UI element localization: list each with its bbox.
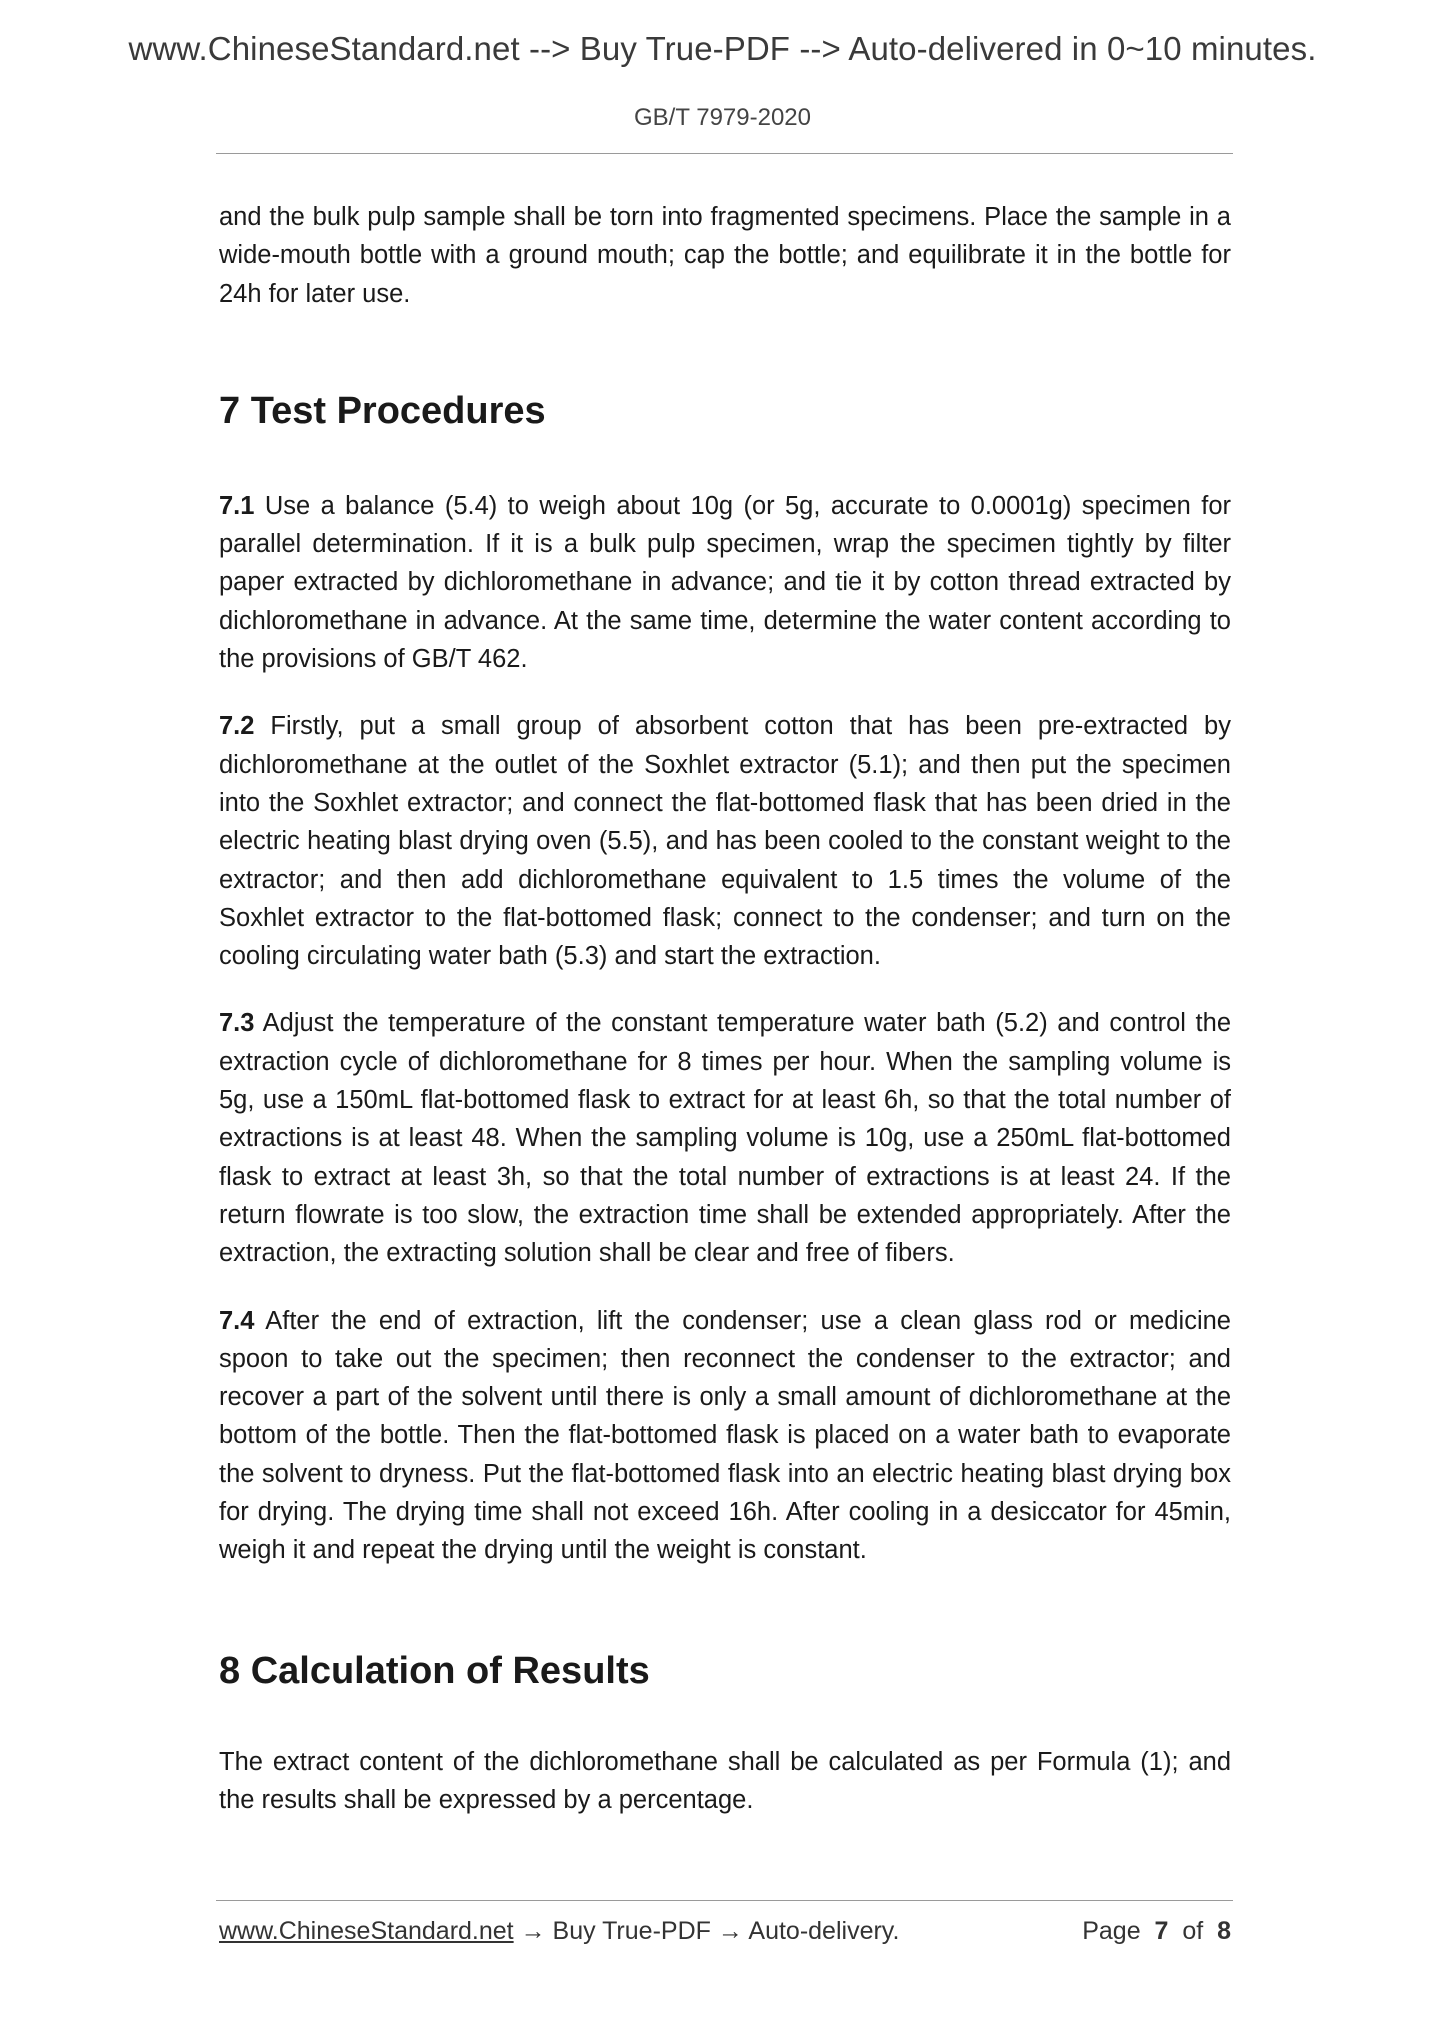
page-content — [219, 198, 1231, 1819]
clause-number: 7.4 — [219, 1306, 255, 1335]
clause-number: 7.2 — [219, 712, 255, 741]
clause-number: 7.1 — [219, 491, 255, 520]
clause-text: Use a balance (5.4) to weigh about 10g (or 5g, accurate to 0.0001g) specimen for parallel determination. If it is a bulk pulp specimen, wrap the specimen tightly by filter paper extracted by dichloromethane in advance; and tie it by cotton thread extracted by dichloromethane in advance. At the same time, determine the water content according to the provisions of GB/T 462. — [219, 491, 1231, 674]
clause-7-2 — [219, 707, 1231, 975]
clause-text: After the end of extraction, lift the condenser; use a clean glass rod or medicine spoon to take out the specimen; then reconnect the condenser to the extractor; and recover a part of the solvent until there is only a small amount of dichloromethane at the bottom of the bottle. Then the flat-bottomed flask is placed on a water bath to evaporate the solvent to dryness. Put the flat-bottomed flask into an electric heating blast drying box for drying. The drying time shall not exceed 16h. After cooling in a desiccator for 45min, weigh it and repeat the drying until the weight is constant. — [219, 1306, 1231, 1565]
clause-7-1 — [219, 487, 1231, 678]
clause-7-3 — [219, 1004, 1231, 1272]
page-total: 8 — [1217, 1917, 1231, 1945]
header-divider — [216, 153, 1233, 154]
page-current: 7 — [1154, 1917, 1169, 1945]
intro-paragraph: and the bulk pulp sample shall be torn into fragmented specimens. Place the sample in a wide-mouth bottle with a ground mouth; cap the bottle; and equilibrate it in the bottle for 24h for later use. — [219, 203, 1231, 308]
section-8-paragraph: The extract content of the dichloromethane shall be calculated as per Formula (1); and the results shall be expressed by a percentage. — [219, 1747, 1231, 1814]
footer-site-link[interactable]: www.ChineseStandard.net — [219, 1917, 514, 1945]
footer-promo-text: → Buy True-PDF → Auto-delivery. — [513, 1917, 900, 1945]
page-of: of — [1182, 1917, 1204, 1945]
top-banner: www.ChineseStandard.net --> Buy True-PDF --> Auto-delivered in 0~10 minutes. — [128, 30, 1317, 67]
standard-code: GB/T 7979-2020 — [633, 104, 811, 131]
clause-text: Adjust the temperature of the constant temperature water bath (5.2) and control the extraction cycle of dichloromethane for 8 times per hour. When the sampling volume is 5g, use a 150mL flat-bottomed flask to extract for at least 6h, so that the total number of extractions is at least 48. When the sampling volume is 10g, use a 250mL flat-bottomed flask to extract at least 3h, so that the total number of extractions is at least 24. If the return flowrate is too slow, the extraction time shall be extended appropriately. After the extraction, the extracting solution shall be clear and free of fibers. — [219, 1009, 1231, 1268]
footer-promo — [219, 1917, 899, 1946]
clause-7-4 — [219, 1302, 1231, 1570]
section-8-heading: 8 Calculation of Results — [219, 1649, 650, 1692]
page-label: Page — [1082, 1917, 1141, 1945]
section-7-heading: 7 Test Procedures — [219, 389, 546, 432]
page-number — [1082, 1917, 1231, 1946]
clause-number: 7.3 — [219, 1009, 255, 1038]
footer-divider — [216, 1900, 1233, 1901]
clause-text: Firstly, put a small group of absorbent cotton that has been pre-extracted by dichloromethane at the outlet of the Soxhlet extractor (5.1); and then put the specimen into the Soxhlet extractor; and connect the flat-bottomed flask that has been dried in the electric heating blast drying oven (5.5), and has been cooled to the constant weight to the extractor; and then add dichloromethane equivalent to 1.5 times the volume of the Soxhlet extractor to the flat-bottomed flask; connect to the condenser; and turn on the cooling circulating water bath (5.3) and start the extraction. — [219, 712, 1231, 971]
